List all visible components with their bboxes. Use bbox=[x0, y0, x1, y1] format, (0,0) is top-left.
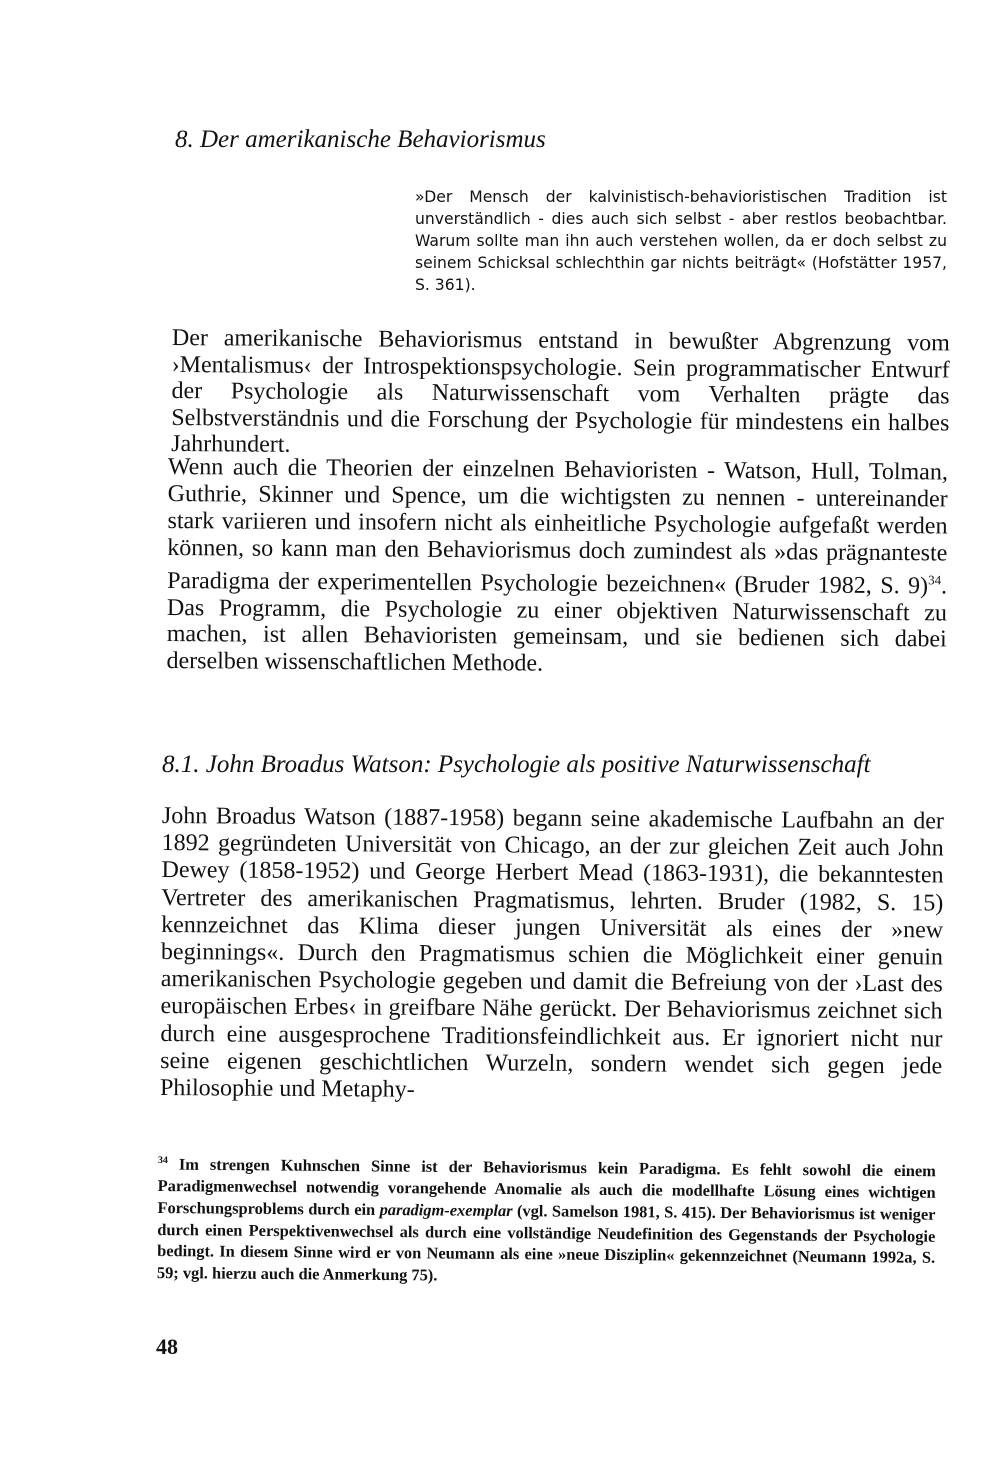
footnote-text-b: (vgl. Samelson 1981, S. 415). Der Behaviorismus ist weniger durch einen Perspektivenwechsel als durch eine vollständige Neudefinition des Gegenstands der Psychologie bedingt. In diesem Sinne wird er von Neumann als eine »neue Disziplin« gekennzeichnet (Neumann 1992a, S. 59; vgl. hierzu auch die Anmerkung 75). bbox=[156, 1200, 936, 1285]
footnote bbox=[157, 1150, 936, 1290]
paragraph-2-text-a: Wenn auch die Theorien der einzelnen Behavioristen - Watson, Hull, Tolman, Guthrie, Skinner und Spence, um die wichtigsten zu nennen - untereinander stark variieren und insofern nicht als einheitliche Psychologie aufgefaßt werden können, so kann man den Behaviorismus doch zumindest als »das prägnanteste Paradigma der experimentellen Psychologie bezeichnen« (Bruder 1982, S. 9) bbox=[167, 454, 948, 599]
paragraph-2-text-b: . Das Programm, die Psychologie zu einer objektiven Naturwissenschaft zu machen, ist allen Behavioristen gemeinsam, und sie bedienen sich dabei derselben wissenschaftlichen Methode. bbox=[166, 573, 948, 677]
epigraph-quote: »Der Mensch der kalvinistisch-behavioristischen Tradition ist unverständlich - dies auch sich selbst - aber restlos beobachtbar. Warum sollte man ihn auch verstehen wollen, da er doch selbst zu seinem Schicksal schlechthin gar nichts beiträgt« (Hofstätter 1957, S. 361). bbox=[415, 188, 947, 294]
footnote-text-a: Im strengen Kuhnschen Sinne ist der Behaviorismus kein Paradigma. Es fehlt sowohl die einem Paradigmenwechsel notwendig vorangehende Anomalie als auch die modellhafte Lösung eines wichtigen Forschungsproblems durch ein bbox=[157, 1154, 936, 1219]
paragraph-2 bbox=[166, 454, 948, 681]
paragraph-1: Der amerikanische Behaviorismus entstand in bewußter Abgrenzung vom ›Mentalismus‹ der Introspektionspsychologie. Sein programmatischer Entwurf der Psychologie als Naturwissenschaft vom Verhalten prägte das Selbstverständnis und die Forschung der Psychologie für mindestens ein halbes Jahrhundert. bbox=[171, 325, 950, 458]
page-number: 48 bbox=[156, 1334, 178, 1359]
section-heading: 8. Der amerikanische Behaviorismus bbox=[175, 126, 546, 153]
footnote-marker: 34 bbox=[157, 1154, 168, 1167]
footnote-emphasis: paradigm-exemplar bbox=[379, 1199, 513, 1220]
subsection-heading: 8.1. John Broadus Watson: Psychologie als positive Naturwissenschaft bbox=[162, 751, 871, 778]
footnote-reference: 34 bbox=[928, 571, 942, 588]
paragraph-3: John Broadus Watson (1887-1958) begann seine akademische Laufbahn an der 1892 gegründeten Universität von Chicago, an der zur gleichen Zeit auch John Dewey (1858-1952) und George Herbert Mead (1863-1931), die bekanntesten Vertreter des amerikanischen Pragmatismus, lehrten. Bruder (1982, S. 15) kennzeichnet das Klima dieser jungen Universität als eines der »new beginnings«. Durch den Pragmatismus schien die Möglichkeit einer genuin amerikanischen Psychologie gegeben und damit die Befreiung von der ›Last des europäischen Erbes‹ in greifbare Nähe gerückt. Der Behaviorismus zeichnet sich durch eine ausgesprochene Traditionsfeindlichkeit aus. Er ignoriert nicht nur seine eigenen geschichtlichen Wurzeln, sondern wendet sich gegen jede Philosophie und Metaphy- bbox=[159, 803, 944, 1103]
